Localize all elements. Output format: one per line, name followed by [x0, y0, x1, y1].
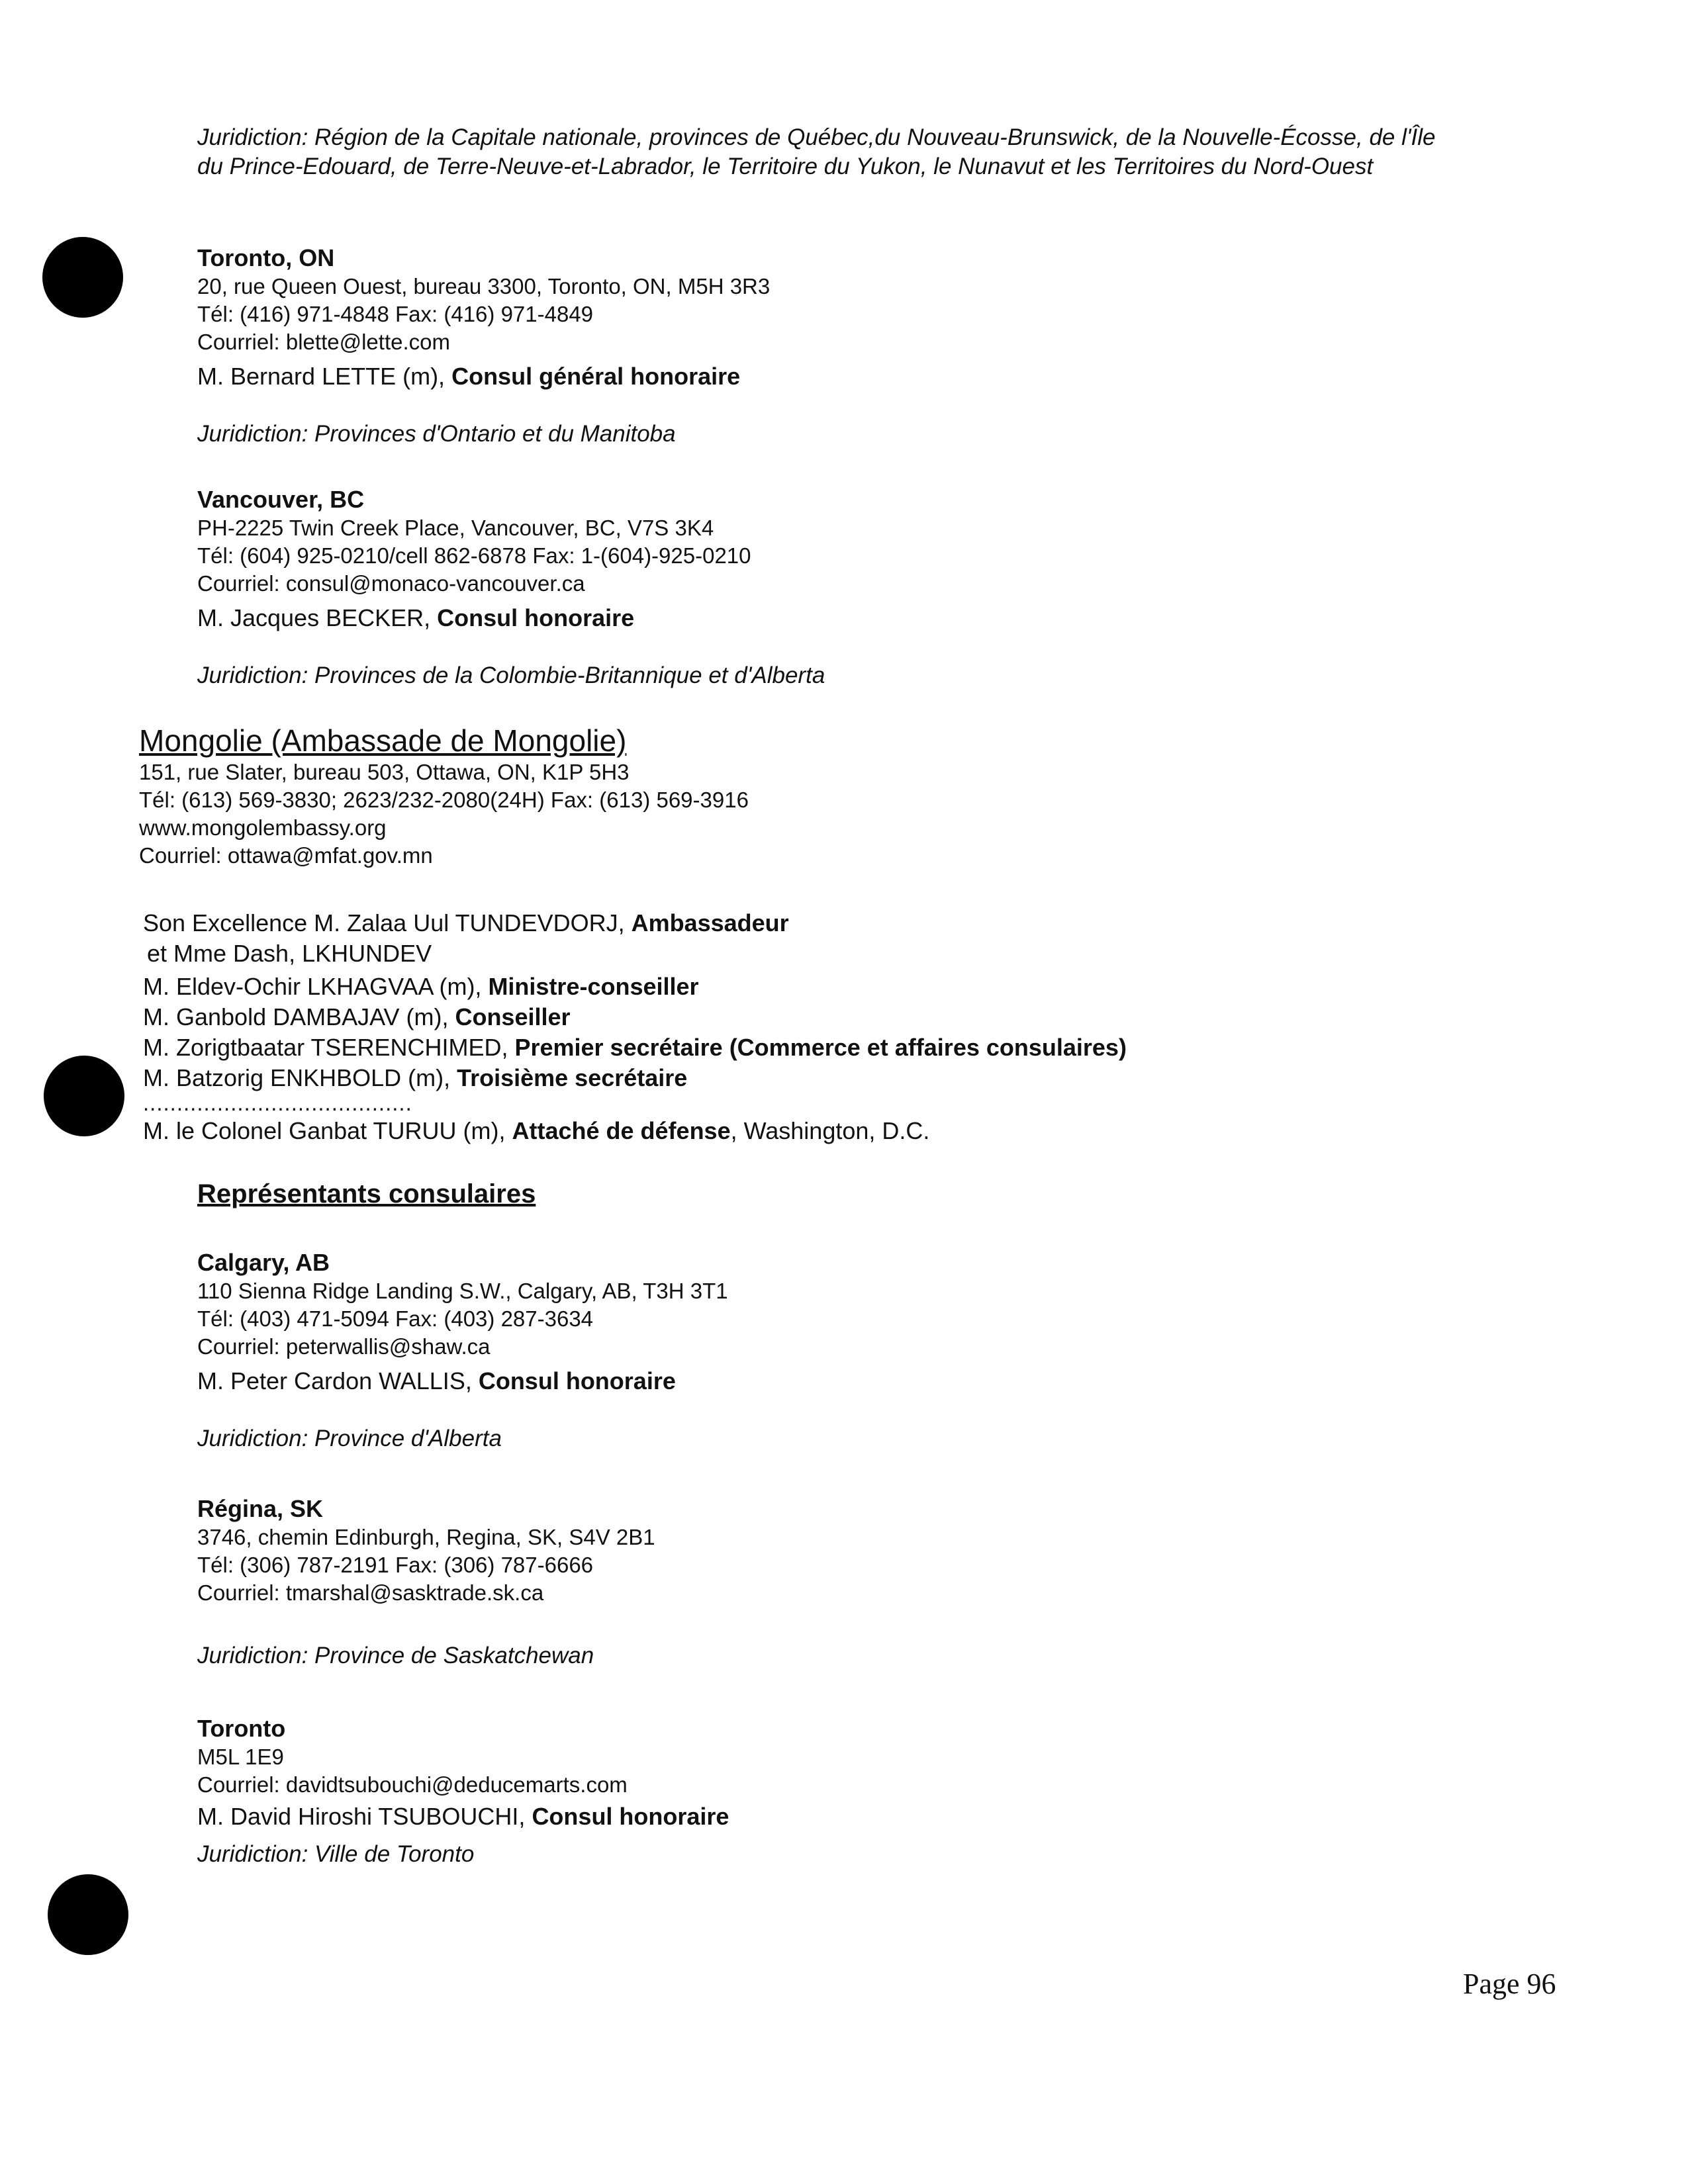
ambassador-spouse: et Mme Dash, LKHUNDEV: [147, 940, 432, 967]
person-name: M. Zorigtbaatar TSERENCHIMED,: [143, 1034, 515, 1061]
city-heading: Calgary, AB: [197, 1249, 330, 1276]
person-name: M. Ganbold DAMBAJAV (m),: [143, 1003, 455, 1030]
punch-hole-bottom: [48, 1874, 128, 1955]
person-title: Troisième secrétaire: [457, 1064, 688, 1091]
consulate-toronto: [197, 1714, 1548, 1869]
country-heading: Mongolie (Ambassade de Mongolie): [139, 723, 627, 758]
punch-hole-top: [42, 237, 123, 318]
person-title: Ambassadeur: [631, 909, 789, 936]
email: Courriel: peterwallis@shaw.ca: [197, 1334, 491, 1359]
consulate-vancouver-bc: [197, 485, 1548, 690]
intro-jurisdiction: [197, 123, 1548, 181]
jurisdiction: Juridiction: Ville de Toronto: [197, 1841, 475, 1867]
person-title: Consul honoraire: [437, 604, 635, 631]
email: Courriel: blette@lette.com: [197, 330, 450, 354]
address: 151, rue Slater, bureau 503, Ottawa, ON, K1P 5H3: [139, 760, 630, 784]
person-name: M. Bernard LETTE (m),: [197, 363, 452, 390]
phone-fax: Tél: (604) 925-0210/cell 862-6878 Fax: 1-(604)-925-0210: [197, 543, 751, 568]
punch-hole-middle: [44, 1056, 124, 1136]
page-number: Page 96: [1463, 1968, 1556, 2000]
address: 20, rue Queen Ouest, bureau 3300, Toronto, ON, M5H 3R3: [197, 274, 771, 298]
consular-section: [197, 1178, 1548, 1210]
phone-fax: Tél: (416) 971-4848 Fax: (416) 971-4849: [197, 302, 594, 326]
separator-dots: ........................................: [143, 1091, 412, 1115]
city-heading: Vancouver, BC: [197, 486, 365, 513]
person-title: Ministre-conseiller: [488, 973, 699, 1000]
jurisdiction: Juridiction: Province de Saskatchewan: [197, 1643, 594, 1668]
person-name: M. Jacques BECKER,: [197, 604, 438, 631]
person-name: M. Eldev-Ochir LKHAGVAA (m),: [143, 973, 489, 1000]
person-name: M. le Colonel Ganbat TURUU (m),: [143, 1117, 512, 1144]
person-title: Consul général honoraire: [451, 363, 741, 390]
email: Courriel: davidtsubouchi@deducemarts.com: [197, 1772, 628, 1797]
person-title: Attaché de défense: [512, 1117, 731, 1144]
attache-entry: [143, 1116, 1493, 1146]
phone-fax: Tél: (613) 569-3830; 2623/232-2080(24H) Fax: (613) 569-3916: [139, 788, 749, 812]
staff-entry: [143, 1032, 1493, 1063]
consul-entry: [197, 1801, 1548, 1832]
person-title: Premier secrétaire (Commerce et affaires consulaires): [514, 1034, 1127, 1061]
embassy-staff-list: [143, 908, 1493, 1146]
jurisdiction: Juridiction: Province d'Alberta: [197, 1426, 502, 1451]
ambassador-entry: [143, 908, 1493, 938]
consul-entry: [197, 1366, 1548, 1396]
address: PH-2225 Twin Creek Place, Vancouver, BC, V7S 3K4: [197, 516, 714, 540]
person-location: , Washington, D.C.: [730, 1117, 930, 1144]
jurisdiction: Juridiction: Provinces de la Colombie-Britannique et d'Alberta: [197, 662, 825, 688]
website-link[interactable]: www.mongolembassy.org: [139, 815, 387, 840]
embassy-mongolia: [139, 723, 1489, 870]
person-name: M. David Hiroshi TSUBOUCHI,: [197, 1803, 532, 1830]
email: Courriel: tmarshal@sasktrade.sk.ca: [197, 1580, 544, 1605]
address: 110 Sienna Ridge Landing S.W., Calgary, AB, T3H 3T1: [197, 1279, 728, 1303]
city-heading: Toronto: [197, 1715, 286, 1742]
phone-fax: Tél: (306) 787-2191 Fax: (306) 787-6666: [197, 1553, 594, 1577]
city-heading: Toronto, ON: [197, 244, 335, 271]
email: Courriel: ottawa@mfat.gov.mn: [139, 843, 433, 868]
staff-entry: [143, 1002, 1493, 1032]
consul-entry: [197, 603, 1548, 633]
person-title: Conseiller: [455, 1003, 571, 1030]
consulate-toronto-on: [197, 244, 1548, 449]
section-heading: Représentants consulaires: [197, 1179, 536, 1208]
jurisdiction: Juridiction: Provinces d'Ontario et du Manitoba: [197, 421, 676, 447]
staff-entries: [143, 972, 1493, 1093]
staff-entry: [143, 1063, 1493, 1093]
staff-entry: [143, 972, 1493, 1002]
address: 3746, chemin Edinburgh, Regina, SK, S4V 2B1: [197, 1525, 655, 1549]
city-heading: Régina, SK: [197, 1495, 324, 1522]
person-name: M. Peter Cardon WALLIS,: [197, 1367, 479, 1394]
jurisdiction-line: Juridiction: Région de la Capitale nationale, provinces de Québec,du Nouveau-Brunswick, de la Nouvelle-Écosse, de l'Île: [197, 124, 1436, 150]
jurisdiction-line: du Prince-Edouard, de Terre-Neuve-et-Labrador, le Territoire du Yukon, le Nunavut et les Territoires du Nord-Ouest: [197, 154, 1374, 179]
postal-code: M5L 1E9: [197, 1745, 284, 1769]
person-title: Consul honoraire: [478, 1367, 676, 1394]
email: Courriel: consul@monaco-vancouver.ca: [197, 571, 585, 596]
phone-fax: Tél: (403) 471-5094 Fax: (403) 287-3634: [197, 1306, 594, 1331]
person-name: Son Excellence M. Zalaa Uul TUNDEVDORJ,: [143, 909, 632, 936]
consulate-regina-sk: [197, 1494, 1548, 1670]
person-title: Consul honoraire: [532, 1803, 729, 1830]
consul-entry: [197, 361, 1548, 392]
consulate-calgary-ab: [197, 1248, 1548, 1453]
person-name: M. Batzorig ENKHBOLD (m),: [143, 1064, 457, 1091]
